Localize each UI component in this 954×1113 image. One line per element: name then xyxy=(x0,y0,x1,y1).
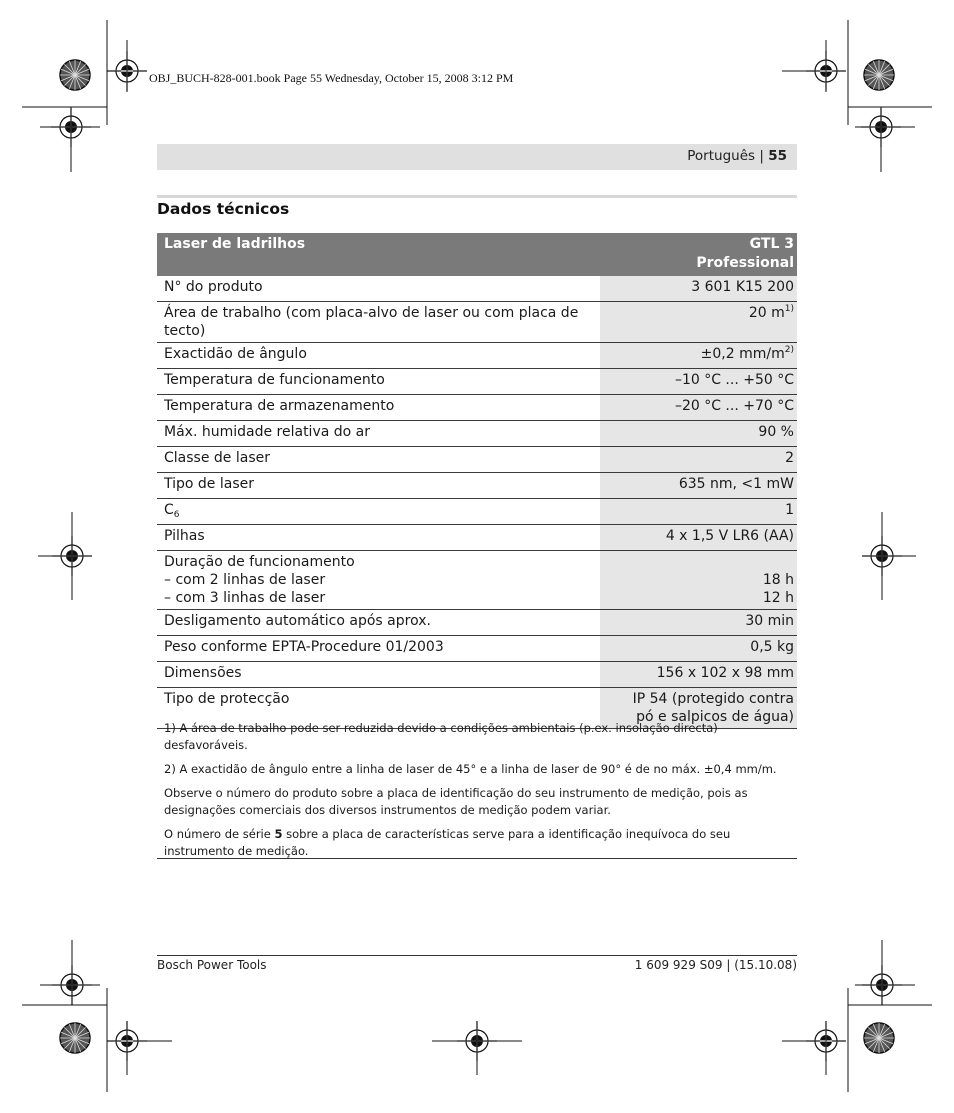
row-label: N° do produto xyxy=(157,276,600,302)
page-header-text xyxy=(687,148,787,164)
value-text: ±0,2 mm/m xyxy=(700,346,785,362)
table-row xyxy=(157,395,797,421)
row-value: 635 nm, <1 mW xyxy=(600,473,797,499)
row-label xyxy=(157,551,600,610)
header-rule xyxy=(157,195,797,198)
row-value xyxy=(600,551,797,610)
row-label: Máx. humidade relativa do ar xyxy=(157,421,600,447)
note-text: sobre a placa de características serve para a identificação inequívoca do seu instrumento de medição. xyxy=(164,827,731,858)
row-value xyxy=(600,343,797,369)
row-value: 2 xyxy=(600,447,797,473)
label-line: Duração de funcionamento xyxy=(164,554,355,570)
spec-header-left: Laser de ladrilhos xyxy=(157,233,600,276)
row-value: 4 x 1,5 V LR6 (AA) xyxy=(600,525,797,551)
book-info-line: OBJ_BUCH-828-001.book Page 55 Wednesday, October 15, 2008 3:12 PM xyxy=(149,71,514,85)
row-label: Desligamento automático após aprox. xyxy=(157,610,600,636)
table-row xyxy=(157,473,797,499)
page-number: 55 xyxy=(768,148,787,164)
note-product-number: Observe o número do produto sobre a placa de identificação do seu instrumento de medição, pois as designações comerciais dos diversos instrumentos de medição podem variar. xyxy=(164,786,748,817)
row-label xyxy=(157,499,600,525)
spec-table xyxy=(157,233,797,729)
row-value: 30 min xyxy=(600,610,797,636)
label-line: – com 3 linhas de laser xyxy=(164,590,326,606)
footer-rule xyxy=(157,955,797,956)
header-language: Português xyxy=(687,148,756,164)
spec-header-right xyxy=(600,233,797,276)
row-value: 90 % xyxy=(600,421,797,447)
row-label: Temperatura de armazenamento xyxy=(157,395,600,421)
row-label: Área de trabalho (com placa-alvo de laser ou com placa de tecto) xyxy=(157,302,600,343)
table-row xyxy=(157,525,797,551)
row-label: Classe de laser xyxy=(157,447,600,473)
row-label: Tipo de protecção xyxy=(157,688,600,729)
label-text: C xyxy=(164,502,174,518)
table-row xyxy=(157,421,797,447)
row-value xyxy=(600,302,797,343)
row-label: Tipo de laser xyxy=(157,473,600,499)
row-label: Pilhas xyxy=(157,525,600,551)
row-value: –20 °C ... +70 °C xyxy=(600,395,797,421)
header-separator: | xyxy=(755,148,769,164)
table-row xyxy=(157,610,797,636)
table-row xyxy=(157,343,797,369)
row-label: Peso conforme EPTA-Procedure 01/2003 xyxy=(157,636,600,662)
model-name: GTL 3 xyxy=(749,236,794,252)
footnote-ref: 1) xyxy=(784,304,794,314)
footer-publisher: Bosch Power Tools xyxy=(157,958,267,972)
row-label: Temperatura de funcionamento xyxy=(157,369,600,395)
table-row xyxy=(157,369,797,395)
row-label: Exactidão de ângulo xyxy=(157,343,600,369)
footer-doc-number: 1 609 929 S09 | (15.10.08) xyxy=(634,958,797,972)
table-row xyxy=(157,276,797,302)
value-line: 12 h xyxy=(762,590,794,606)
footnote-1: 1) A área de trabalho pode ser reduzida devido a condições ambientais (p.ex. insolação directa) desfavoráveis. xyxy=(164,721,718,752)
section-title: Dados técnicos xyxy=(157,200,290,218)
table-row xyxy=(157,447,797,473)
footnote-ref: 2) xyxy=(784,345,794,355)
row-label: Dimensões xyxy=(157,662,600,688)
row-value: 156 x 102 x 98 mm xyxy=(600,662,797,688)
value-line: pó e salpicos de água) xyxy=(636,709,794,725)
table-row xyxy=(157,662,797,688)
model-line: Professional xyxy=(696,255,794,271)
page-header-bar xyxy=(157,144,797,170)
note-serial-number xyxy=(164,826,797,860)
notes-rule xyxy=(157,858,797,859)
value-line: IP 54 (protegido contra xyxy=(632,691,794,707)
table-row xyxy=(157,636,797,662)
value-text: 20 m xyxy=(748,305,785,321)
row-value: 3 601 K15 200 xyxy=(600,276,797,302)
footnotes xyxy=(157,720,797,867)
row-value: 1 xyxy=(600,499,797,525)
row-value: –10 °C ... +50 °C xyxy=(600,369,797,395)
label-line: – com 2 linhas de laser xyxy=(164,572,326,588)
value-line: 18 h xyxy=(762,572,794,588)
row-value: 0,5 kg xyxy=(600,636,797,662)
table-row xyxy=(157,302,797,343)
spec-table-header xyxy=(157,233,797,276)
table-row xyxy=(157,499,797,525)
note-text: O número de série xyxy=(164,827,275,841)
table-row xyxy=(157,551,797,610)
note-bold-number: 5 xyxy=(274,827,283,841)
label-subscript: 6 xyxy=(173,510,180,520)
footnote-2: 2) A exactidão de ângulo entre a linha de laser de 45° e a linha de laser de 90° é de no máx. ±0,4 mm/m. xyxy=(164,762,777,776)
